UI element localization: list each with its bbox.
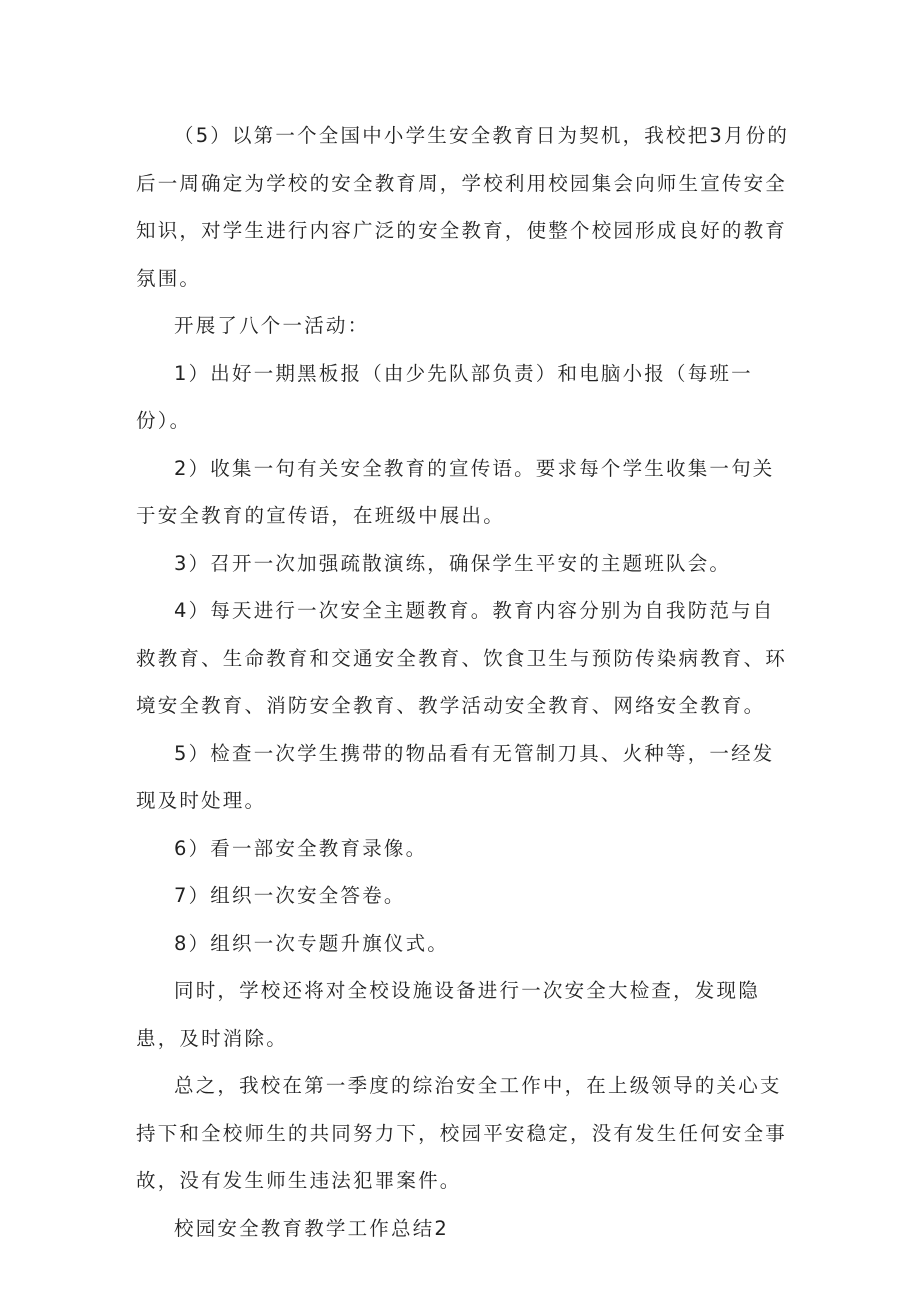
- paragraph-summary: 总之，我校在第一季度的综治安全工作中，在上级领导的关心支持下和全校师生的共同努力下，校园平安稳定，没有发生任何安全事故，没有发生师生违法犯罪案件。: [136, 1074, 788, 1192]
- paragraph-safety-week: （5）以第一个全国中小学生安全教育日为契机，我校把3月份的后一周确定为学校的安全教育周，学校利用校园集会向师生宣传安全知识，对学生进行内容广泛的安全教育，使整个校园形成良好的教育氛围。: [136, 124, 790, 290]
- list-item-class-meeting: 3）召开一次加强疏散演练，确保学生平安的主题班队会。: [174, 551, 732, 575]
- list-item-blackboard: 1）出好一期黑板报（由少先队部负责）和电脑小报（每班一份）。: [136, 361, 753, 432]
- paragraph-facility-check: 同时，学校还将对全校设施设备进行一次安全大检查，发现隐患，及时消除。: [136, 979, 760, 1050]
- list-item-quiz: 7）组织一次安全答卷。: [174, 884, 406, 907]
- list-item-slogan: 2）收集一句有关安全教育的宣传语。要求每个学生收集一句关于安全教育的宣传语，在班级中展出。: [136, 456, 775, 527]
- list-item-daily-education: 4）每天进行一次安全主题教育。教育内容分别为自我防范与自救教育、生命教育和交通安全教育、饮食卫生与预防传染病教育、环境安全教育、消防安全教育、教学活动安全教育、网络安全教育。: [136, 599, 788, 717]
- section-title: 校园安全教育教学工作总结2: [174, 1216, 450, 1240]
- list-item-inspection: 5）检查一次学生携带的物品看有无管制刀具、火种等，一经发现及时处理。: [136, 741, 775, 812]
- list-item-flag-ceremony: 8）组织一次专题升旗仪式。: [174, 931, 450, 955]
- paragraph-activities-intro: 开展了八个一活动：: [174, 314, 370, 337]
- list-item-video: 6）看一部安全教育录像。: [174, 836, 428, 860]
- document-body: [136, 112, 796, 1252]
